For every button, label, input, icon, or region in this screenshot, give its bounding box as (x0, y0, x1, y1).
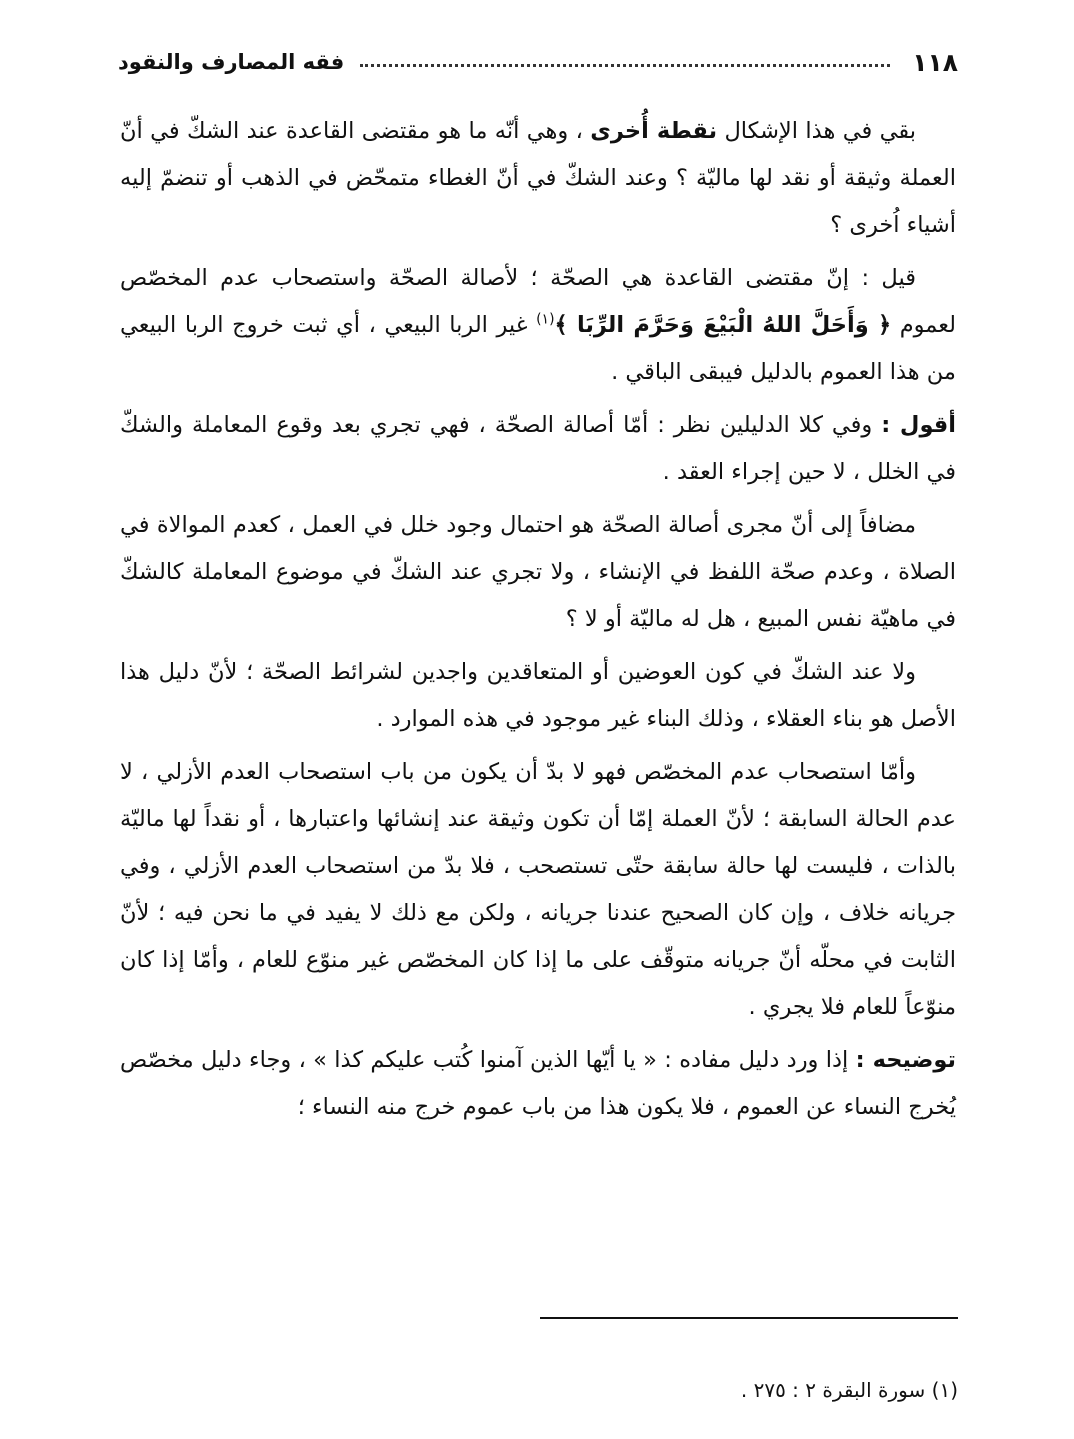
paragraph-2: قيل : إنّ مقتضى القاعدة هي الصحّة ؛ لأصالة الصحّة واستصحاب عدم المخصّص لعموم ﴿ وَأَحَلَّ اللهُ الْبَيْعَ وَحَرَّمَ الرِّبَا ﴾$^{(١)}$ غير الربا البيعي ، أي ثبت خروج الربا البيعي من هذا العموم بالدليل فيبقى الباقي . (120, 265, 956, 385)
paragraph-7: توضيحه : إذا ورد دليل مفاده : « يا أيّها الذين آمنوا كُتب عليكم كذا » ، وجاء دليل مخصّص يُخرج النساء عن العموم ، فلا يكون هذا من باب عموم خرج منه النساء ؛ (120, 1047, 956, 1120)
paragraph-1: بقي في هذا الإشكال نقطة أُخرى ، وهي أنّه ما هو مقتضى القاعدة عند الشكّ في أنّ العملة وثيقة أو نقد لها ماليّة ؟ وعند الشكّ في أنّ الغطاء متمحّض في الذهب أو تنضمّ إليه أشياء اُخرى ؟ (120, 118, 956, 238)
page-header (118, 42, 958, 82)
footnote: (١) سورة البقرة ٢ : ٢٧٥ . (740, 1378, 958, 1402)
page-number: ١١٨ (912, 47, 958, 77)
paragraph-5: ولا عند الشكّ في كون العوضين أو المتعاقدين واجدين لشرائط الصحّة ؛ لأنّ دليل هذا الأصل هو بناء العقلاء ، وذلك البناء غير موجود في هذه الموارد . (120, 659, 956, 732)
paragraph-4: مضافاً إلى أنّ مجرى أصالة الصحّة هو احتمال وجود خلل في العمل ، كعدم الموالاة في الصلاة ، وعدم صحّة اللفظ في الإنشاء ، ولا تجري عند الشكّ في موضوع المعاملة كالشكّ في ماهيّة نفس المبيع ، هل له ماليّة أو لا ؟ (120, 512, 956, 632)
running-title: فقه المصارف والنقود (118, 50, 345, 74)
bold-lead: توضيحه : (855, 1047, 956, 1073)
main-text (120, 108, 956, 1137)
bold-lead: أقول : (881, 412, 956, 438)
quran-verse: ﴿ وَأَحَلَّ اللهُ الْبَيْعَ وَحَرَّمَ الرِّبَا ﴾ (554, 312, 892, 338)
footnote-separator (540, 1317, 958, 1319)
paragraph-3: أقول : وفي كلا الدليلين نظر : أمّا أصالة الصحّة ، فهي تجري بعد وقوع المعاملة والشكّ في الخلل ، لا حين إجراء العقد . (120, 412, 956, 485)
bold-phrase: نقطة أُخرى (590, 118, 718, 144)
paragraph-6: وأمّا استصحاب عدم المخصّص فهو لا بدّ أن يكون من باب استصحاب العدم الأزلي ، لا عدم الحالة السابقة ؛ لأنّ العملة إمّا أن تكون وثيقة عند إنشائها واعتبارها ، أو نقداً لها ماليّة بالذات ، فليست لها حالة سابقة حتّى تستصحب ، فلا بدّ من استصحاب العدم الأزلي ، وفي جريانه خلاف ، وإن كان الصحيح عندنا جريانه ، ولكن مع ذلك لا يفيد في ما نحن فيه ؛ لأنّ الثابت في محلّه أنّ جريانه متوقّف على ما إذا كان المخصّص غير منوّع للعام ، وأمّا إذا كان منوّعاً للعام فلا يجري . (120, 759, 956, 1020)
footnote-ref: (١) (536, 311, 555, 328)
header-dotted-leader (360, 64, 890, 67)
